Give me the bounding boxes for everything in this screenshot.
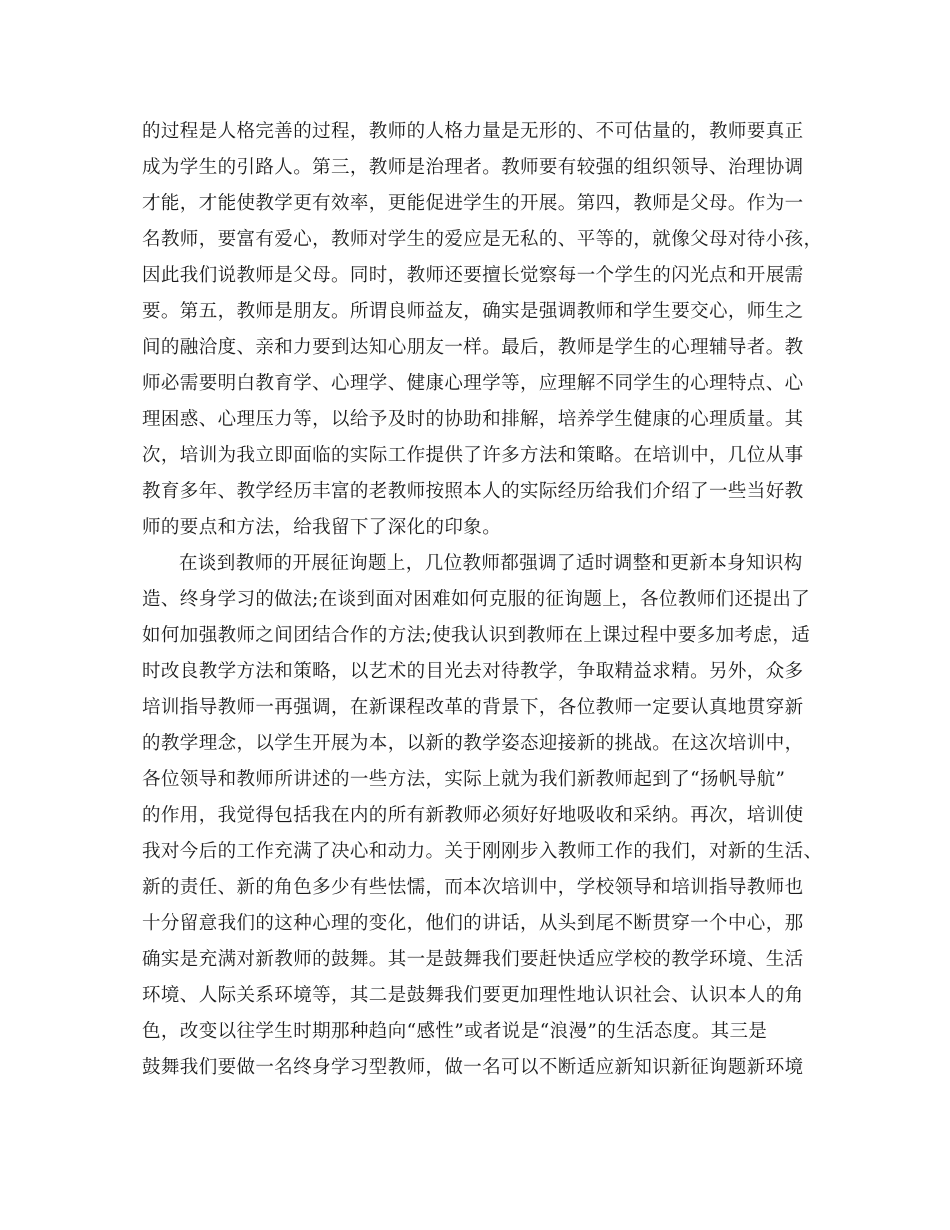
document-body [142, 114, 823, 1086]
text-line: 新的责任、新的角色多少有些怯懦，而本次培训中，学校领导和培训指导教师也 [142, 877, 804, 898]
text-line: 理困惑、心理压力等，以给予及时的协助和排解，培养学生健康的心理质量。其 [142, 409, 804, 430]
paragraph-start-line: 在谈到教师的开展征询题上，几位教师都强调了适时调整和更新本身知识构 [179, 553, 803, 574]
text-line: 我对今后的工作充满了决心和动力。关于刚刚步入教师工作的我们，对新的生活、 [142, 841, 823, 862]
text-line: 各位领导和教师所讲述的一些方法，实际上就为我们新教师起到了“扬帆导航” [142, 769, 786, 790]
text-line: 造、终身学习的做法;在谈到面对困难如何克服的征询题上，各位教师们还提出了 [142, 589, 811, 610]
text-line: 色，改变以往学生时期那种趋向“感性”或者说是“浪漫”的生活态度。其三是 [142, 1021, 768, 1042]
text-line: 次，培训为我立即面临的实际工作提供了许多方法和策略。在培训中，几位从事 [142, 445, 804, 466]
text-line: 的过程是人格完善的过程，教师的人格力量是无形的、不可估量的，教师要真正 [142, 121, 804, 142]
text-line: 才能，才能使教学更有效率，更能促进学生的开展。第四，教师是父母。作为一 [142, 193, 804, 214]
text-line: 时改良教学方法和策略，以艺术的目光去对待教学，争取精益求精。另外，众多 [142, 661, 804, 682]
text-line: 的教学理念，以学生开展为本，以新的教学姿态迎接新的挑战。在这次培训中， [142, 733, 804, 754]
text-line: 名教师，要富有爱心，教师对学生的爱应是无私的、平等的，就像父母对待小孩， [142, 229, 823, 250]
text-line: 师的要点和方法，给我留下了深化的印象。 [142, 517, 502, 538]
text-line: 因此我们说教师是父母。同时，教师还要擅长觉察每一个学生的闪光点和开展需 [142, 265, 804, 286]
text-line: 教育多年、教学经历丰富的老教师按照本人的实际经历给我们介绍了一些当好教 [142, 481, 804, 502]
text-line: 培训指导教师一再强调，在新课程改革的背景下，各位教师一定要认真地贯穿新 [142, 697, 804, 718]
text-line: 确实是充满对新教师的鼓舞。其一是鼓舞我们要赶快适应学校的教学环境、生活 [142, 949, 804, 970]
text-line: 间的融洽度、亲和力要到达知心朋友一样。最后，教师是学生的心理辅导者。教 [142, 337, 804, 358]
text-line: 环境、人际关系环境等，其二是鼓舞我们要更加理性地认识社会、认识本人的角 [142, 985, 804, 1006]
text-line: 如何加强教师之间团结合作的方法;使我认识到教师在上课过程中要多加考虑，适 [142, 625, 811, 646]
text-line: 师必需要明白教育学、心理学、健康心理学等，应理解不同学生的心理特点、心 [142, 373, 804, 394]
text-line: 要。第五，教师是朋友。所谓良师益友，确实是强调教师和学生要交心，师生之 [142, 301, 804, 322]
text-line: 的作用，我觉得包括我在内的所有新教师必须好好地吸收和采纳。再次，培训使 [142, 805, 804, 826]
text-line: 成为学生的引路人。第三，教师是治理者。教师要有较强的组织领导、治理协调 [142, 157, 804, 178]
text-line: 十分留意我们的这种心理的变化，他们的讲话，从头到尾不断贯穿一个中心，那 [142, 913, 804, 934]
text-line: 鼓舞我们要做一名终身学习型教师，做一名可以不断适应新知识新征询题新环境 [142, 1057, 804, 1078]
